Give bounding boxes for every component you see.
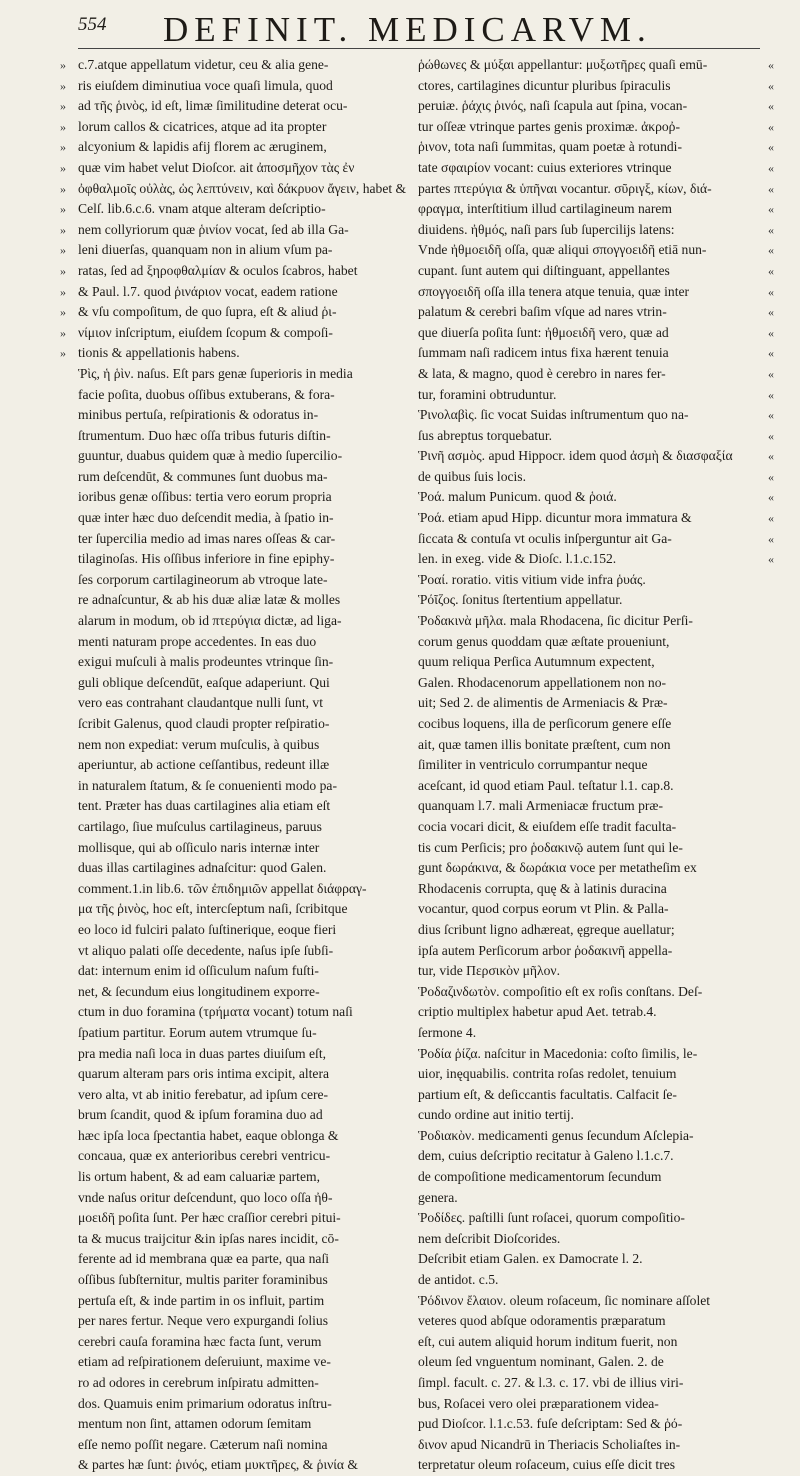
text-line: tate σφαιρίον vocant: cuius exteriores vtrinque	[418, 159, 672, 175]
text-line: Ῥοδαζινδωτὸν. compoſitio eſt ex roſis conſtans. Deſ-	[418, 983, 703, 999]
text-line: Ῥοδίδες. paſtilli ſunt roſacei, quorum compoſitio-	[418, 1210, 685, 1226]
text-line: ſpatium partitur. Eorum autem vtrumque ſu-	[78, 1024, 317, 1040]
text-line: quæ inter hæc duo deſcendit media, à ſpatio in-	[78, 510, 334, 526]
text-line: vero eas contrahant claudantque nulli ſunt, vt	[78, 695, 323, 711]
text-line: Ῥοά. etiam apud Hipp. dicuntur mora immatura &	[418, 510, 692, 526]
text-line: re adnaſcuntur, & ab his duæ aliæ latæ & molles	[78, 592, 341, 608]
text-line: exigui muſculi à malis prodeuntes vtrinque ſin-	[78, 654, 334, 670]
quote-mark: «	[768, 222, 774, 237]
text-line: ſes corporum cartilagineorum ab vtroque late-	[78, 571, 328, 587]
text-line: diuidens. ἠθμός, naſi pars ſub ſupercilijs latens:	[418, 221, 675, 237]
text-line: partium eſt, & deſiccantis facultatis. Calfacit ſe-	[418, 1086, 677, 1102]
text-line: aperiuntur, ab actione ceſſantibus, redeunt illæ	[78, 757, 330, 773]
text-line: Ῥοδιακὸν. medicamenti genus ſecundum Aſclepia-	[418, 1127, 694, 1143]
text-line: per nares fertur. Neque vero expurgandi ſolius	[78, 1313, 329, 1329]
text-line: nem non expediat: verum muſculis, à quibus	[78, 736, 320, 752]
text-line: ait, quæ tamen illis bonitate præſtent, cum non	[418, 736, 671, 752]
text-line: comment.1.in lib.6. τῶν ἐπιδημιῶν appellat διάφραγ-	[78, 880, 367, 896]
quote-mark: «	[768, 140, 774, 155]
text-line: δινον apud Nicandrū in Theriacis Scholiaſtes in-	[418, 1436, 681, 1452]
text-line: cupant. ſunt autem qui diſtinguant, appellantes	[418, 262, 670, 278]
text-line: de compoſitione medicamentorum ſecundum	[418, 1169, 662, 1185]
text-line: tis cum Perſicis; pro ῥοδακινῷ autem ſunt qui le-	[418, 839, 683, 855]
text-line: vt aliquo palati oſſe decedente, naſus ipſe ſubſi-	[78, 942, 334, 958]
text-line: ſimiliter in ventriculo corrumpantur neque	[418, 757, 648, 773]
text-line: cocia vocari dicit, & eiuſdem eſſe tradit faculta-	[418, 818, 677, 834]
text-line: alcyonium & lapidis afij florem ac æruginem,	[78, 139, 327, 155]
text-line: Deſcribit etiam Galen. ex Damocrate l. 2.	[418, 1251, 643, 1267]
text-line: de quibus ſuis locis.	[418, 468, 526, 484]
text-line: ro ad odores in cerebrum inſpiratu admitten-	[78, 1375, 319, 1390]
text-line: Ῥινῆ ασμὸς. apud Hippocr. idem quod ἀσμὴ & διασφαξία	[418, 448, 733, 464]
text-line: ctum in duo foramina (τρήματα vocant) totum naſi	[78, 1004, 353, 1020]
text-line: terpretatur oleum roſaceum, cuius eſſe dicit tres	[418, 1457, 676, 1473]
quote-mark: »	[60, 325, 66, 340]
text-line: genera.	[418, 1189, 458, 1205]
quote-mark: «	[768, 284, 774, 299]
text-line: cundo ordine aut initio tertij.	[418, 1107, 574, 1123]
text-line: Ῥόδινον ἔλαιον. oleum roſaceum, ſic nominare aſſolet	[418, 1292, 711, 1308]
text-line: tilaginoſas. His oſſibus inferiore in fine epiphy-	[78, 551, 335, 567]
text-line: tur, vide Περσικὸν μῆλον.	[418, 963, 560, 979]
text-line: ſtrumentum. Duo hæc oſſa tribus futuris diſtin-	[78, 427, 331, 443]
quote-mark: «	[768, 366, 774, 381]
quote-mark: «	[768, 160, 774, 175]
quote-mark: »	[60, 58, 66, 72]
text-line: dat: internum enim id oſſiculum naſum fuſti-	[78, 963, 319, 979]
text-line: nem deſcribit Dioſcorides.	[418, 1230, 561, 1246]
text-line: quæ vim habet velut Dioſcor. ait ἀποσμῆχον τὰς ἐν	[78, 159, 355, 175]
text-line: c.7.atque appellatum videtur, ceu & alia gene-	[78, 57, 329, 72]
text-line: ῥινον, tota naſi ſummitas, quam poetæ à rotundi-	[418, 139, 682, 155]
text-line: & Paul. l.7. quod ῥινάριον vocat, eadem ratione	[78, 283, 338, 299]
quote-mark: »	[60, 99, 66, 114]
text-line: tionis & appellationis habens.	[78, 345, 240, 361]
text-line: quum reliqua Perſica Autumnum expectent,	[418, 654, 655, 670]
text-line: eſt, cui autem aliquid horum inditum fuerit, non	[418, 1333, 678, 1349]
text-line: in naturalem ſtatum, & ſe conuenienti modo pa-	[78, 777, 337, 793]
quote-mark: »	[60, 346, 66, 361]
text-line: tur, foramini obtruduntur.	[418, 386, 557, 402]
text-line: Ῥόῖζος. ſonitus ſtertentium appellatur.	[418, 592, 623, 608]
right-text-column	[418, 55, 760, 1476]
text-line: criptio multiplex habetur apud Aet. tetrab.4.	[418, 1004, 657, 1020]
quote-mark: »	[60, 284, 66, 299]
quote-mark: »	[60, 222, 66, 237]
quote-mark: «	[768, 346, 774, 361]
quote-mark: »	[60, 243, 66, 258]
text-line: vocantur, quod corpus eorum vt Plin. & Palla-	[418, 901, 669, 917]
quote-mark: »	[60, 305, 66, 320]
text-line: σπογγοειδῆ oſſa illa tenera atque tenuia, quæ inter	[418, 283, 690, 299]
quote-mark: «	[768, 99, 774, 114]
text-line: φραγμα, interſtitium illud cartilagineum narem	[418, 201, 672, 217]
text-line: ſiccata & contuſa vt oculis inſperguntur ait Ga-	[418, 530, 672, 546]
text-line: ris eiuſdem diminutiua voce quaſi limula, quod	[78, 77, 333, 93]
text-line: uit; Sed 2. de alimentis de Armeniacis & Præ-	[418, 695, 668, 711]
quote-mark: «	[768, 490, 774, 505]
text-line: cocibus loquens, illa de perſicorum genere eſſe	[418, 716, 672, 731]
running-title: DEFINIT. MEDICARVM.	[163, 10, 652, 49]
text-line: ſummam naſi radicem intus fixa hærent tenuia	[418, 345, 669, 361]
text-line: oleum ſed vnguentum nominant, Galen. 2. de	[418, 1354, 664, 1370]
text-line: cerebri cauſa foramina hæc facta ſunt, verum	[78, 1333, 322, 1349]
text-line: Ῥινολαβὶς. ſic vocat Suidas inſtrumentum quo na-	[418, 407, 689, 423]
quote-mark: «	[768, 119, 774, 134]
quote-mark: «	[768, 387, 774, 402]
text-line: ratas, ſed ad ξηροφθαλμίαν & oculos ſcabros, habet	[78, 262, 358, 278]
quote-mark: «	[768, 181, 774, 196]
quote-mark: «	[768, 325, 774, 340]
text-line: Celſ. lib.6.c.6. vnam atque alteram deſcriptio-	[78, 201, 326, 217]
text-line: Ῥοά. malum Punicum. quod & ῥοιά.	[418, 489, 617, 505]
text-line: ad τῆς ῥινὸς, id eſt, limæ ſimilitudine deterat ocu-	[78, 98, 348, 114]
quote-mark: »	[60, 78, 66, 93]
quote-mark: «	[768, 408, 774, 423]
text-line: dos. Quamuis enim primarium odoratus inſtru-	[78, 1395, 332, 1411]
text-line: Ῥοδακινὰ μῆλα. mala Rhodacena, ſic dicitur Perſi-	[418, 613, 693, 629]
text-line: Ῥοδία ῥίζα. naſcitur in Macedonia: coſto ſimilis, le-	[418, 1045, 698, 1061]
text-line: pra media naſi loca in duas partes diuiſum eſt,	[78, 1045, 327, 1061]
header-rule	[78, 48, 760, 49]
quote-mark: »	[60, 160, 66, 175]
text-line: brum ſcandit, quod & ipſum foramina duo ad	[78, 1107, 323, 1123]
text-line: guli oblique deſcendūt, eaſque adaperiunt. Qui	[78, 674, 330, 690]
text-line: & partes hæ ſunt: ῥινός, etiam μυκτῆρες, & ῥινία &	[78, 1457, 358, 1473]
text-line: μα τῆς ῥινὸς, hoc eſt, intercſeptum naſi, ſcribitque	[78, 901, 348, 917]
text-line: ſcribit Galenus, quod claudi propter reſpiratio-	[78, 716, 330, 731]
text-line: Rhodacenis corrupta, quę & à latinis duracina	[418, 880, 667, 896]
text-line: guuntur, duabus quidem quæ à medio ſupercilio-	[78, 448, 343, 464]
text-line: lorum callos & cicatrices, atque ad ita propter	[78, 118, 327, 134]
text-line: ctores, cartilagines dicuntur pluribus ſpiraculis	[418, 77, 671, 93]
text-line: de antidot. c.5.	[418, 1272, 499, 1288]
quote-mark: «	[768, 202, 774, 217]
text-line: ter ſupercilia medio ad imas nares oſſeas & car-	[78, 530, 336, 546]
text-line: & vſu compoſitum, de quo ſupra, eſt & aliud ῥι-	[78, 304, 337, 320]
quote-mark: «	[768, 78, 774, 93]
quote-mark: »	[60, 263, 66, 278]
text-line: & lata, & magno, quod è cerebro in nares fer-	[418, 365, 666, 381]
text-line: que diuerſa poſita ſunt: ἠθμοειδῆ vero, quæ ad	[418, 324, 669, 340]
text-line: corum genus quoddam quæ æſtate proueniunt,	[418, 633, 670, 649]
text-line: mollisque, qui ab oſſiculo naris internæ inter	[78, 839, 320, 855]
text-line: len. in exeg. vide & Dioſc. l.1.c.152.	[418, 551, 617, 567]
quote-mark: «	[768, 469, 774, 484]
text-line: ῥώθωνες & μύξαι appellantur: μυξωτῆρες quaſi emū-	[418, 57, 708, 72]
quote-mark: «	[768, 531, 774, 546]
text-line: rum deſcendūt, & communes ſunt duobus ma-	[78, 468, 328, 484]
text-line: Ῥοαί. roratio. vitis vitium vide infra ῥυάς.	[418, 571, 646, 587]
quote-mark: «	[768, 428, 774, 443]
quote-mark: «	[768, 243, 774, 258]
text-line: vnde naſus oritur deſcendunt, quo loco oſſa ἠθ-	[78, 1189, 333, 1205]
text-line: νίμιον inſcriptum, eiuſdem ſcopum & compoſi-	[78, 324, 333, 340]
text-line: hæc ipſa loca ſpectantia habet, eaque oblonga &	[78, 1127, 339, 1143]
text-line: eſſe nemo poſſit negare. Cæterum naſi nomina	[78, 1436, 328, 1452]
text-line: dius ſcribunt ligno adhæreat, ęgreque auellatur;	[418, 921, 675, 937]
quote-mark: «	[768, 449, 774, 464]
text-line: ὀφθαλμοῖς οὐλὰς, ὡς λεπτύνειν, καὶ δάκρυον ἄγειν, habet &	[78, 180, 407, 196]
text-line: ipſa autem Perſicorum arbor ῥοδακινῆ appella-	[418, 942, 673, 958]
text-line: partes πτερύγια & ὑπῆναι vocantur. σῦριγξ, κίων, διά-	[418, 180, 712, 196]
right-quote-marks	[768, 55, 788, 570]
quote-mark: «	[768, 552, 774, 567]
quote-mark: «	[768, 263, 774, 278]
text-line: pud Dioſcor. l.1.c.53. fuſe deſcriptam: Sed & ῥό-	[418, 1416, 683, 1432]
text-line: ferente ad id membrana quæ ea parte, qua naſi	[78, 1251, 329, 1267]
left-text-column	[78, 55, 433, 1476]
quote-mark: «	[768, 305, 774, 320]
text-line: uior, inęquabilis. contrita roſas redolet, tenuium	[418, 1066, 677, 1082]
text-line: peruiæ. ῥάχις ῥινός, naſi ſcapula aut ſpina, vocan-	[418, 98, 688, 114]
text-line: ſimpl. facult. c. 27. & l.3. c. 17. vbi de illius viri-	[418, 1375, 684, 1390]
page-number: 554	[78, 14, 107, 35]
quote-mark: »	[60, 181, 66, 196]
text-line: alarum in modum, ob id πτερύγια dictæ, ad liga-	[78, 613, 342, 629]
text-line: eo loco id fulciri palato ſuſtinerique, eoque fieri	[78, 921, 337, 937]
text-line: lis ortum habent, & ad eam caluariæ partem,	[78, 1169, 320, 1185]
text-line: minibus pertuſa, reſpirationis & odoratus in-	[78, 407, 319, 423]
text-line: quarum alteram pars oris intima excipit, altera	[78, 1066, 330, 1082]
text-line: Ῥὶς, ἡ ῥὶν. naſus. Eſt pars genæ ſuperioris in media	[78, 365, 353, 381]
text-line: vero alta, vt ab initio ferebatur, ad ipſum cere-	[78, 1086, 329, 1102]
text-line: nem collyriorum quæ ῥινίον vocat, ſed ab illa Ga-	[78, 221, 349, 237]
text-line: pertuſa eſt, & inde partim in os influit, partim	[78, 1292, 325, 1308]
text-line: veteres quod abſque odoramentis præparatum	[418, 1313, 666, 1329]
text-line: dem, cuius deſcriptio recitatur à Galeno l.1.c.7.	[418, 1148, 674, 1164]
running-header	[78, 10, 760, 50]
text-line: μοειδῆ poſita ſunt. Per hæc craſſior cerebri pitui-	[78, 1210, 341, 1226]
quote-mark: »	[60, 140, 66, 155]
text-line: facie poſita, duobus oſſibus extuberans, & fora-	[78, 386, 335, 402]
text-line: duas illas cartilagines adnaſcitur: quod Galen.	[78, 860, 327, 876]
quote-mark: «	[768, 511, 774, 526]
text-line: bus, Roſacei vero olei præparationem videa-	[418, 1395, 659, 1411]
text-line: mentum non ſint, attamen odorum ſemitam	[78, 1416, 312, 1432]
quote-mark: »	[60, 119, 66, 134]
text-line: etiam ad reſpirationem deſeruiunt, maxime ve-	[78, 1354, 331, 1370]
text-line: gunt δωράκινα, & δωράκια voce per metatheſim ex	[418, 860, 697, 876]
text-line: ioribus genæ oſſibus: tertia vero eorum propria	[78, 489, 332, 505]
quote-mark: »	[60, 202, 66, 217]
text-line: net, & ſecundum eius longitudinem exporre-	[78, 983, 320, 999]
quote-mark: «	[768, 58, 774, 72]
text-line: cartilago, ſiue muſculus cartilagineus, paruus	[78, 818, 322, 834]
text-line: Galen. Rhodacenorum appellationem non no-	[418, 674, 667, 690]
text-line: ta & mucus traijcitur &in ipſas nares incidit, cō-	[78, 1230, 339, 1246]
text-line: tur oſſeæ vtrinque partes genis proximæ. ἀκροῤ-	[418, 118, 680, 134]
text-line: concaua, quæ ex anterioribus cerebri ventricu-	[78, 1148, 331, 1164]
text-line: ſus abreptus torquebatur.	[418, 427, 553, 443]
text-line: aceſcant, id quod etiam Paul. teſtatur l.1. cap.8.	[418, 777, 674, 793]
text-line: ſermone 4.	[418, 1024, 477, 1040]
text-line: tent. Præter has duas cartilagines alia etiam eſt	[78, 798, 331, 814]
text-line: palatum & cerebri baſim vſque ad nares vtrin-	[418, 304, 667, 320]
text-line: Vnde ἠθμοειδῆ oſſa, quæ aliqui σπογγοειδῆ etiā nun-	[418, 242, 707, 258]
text-line: oſſibus ſubſternitur, multis pariter foraminibus	[78, 1272, 328, 1288]
left-quote-marks	[60, 55, 80, 364]
text-line: quanquam l.7. mali Armeniacæ fructum præ-	[418, 798, 664, 814]
text-line: leni diuerſas, quanquam non in alium vſum pa-	[78, 242, 333, 258]
text-line: menti naturam prope accedentes. In eas duo	[78, 633, 317, 649]
